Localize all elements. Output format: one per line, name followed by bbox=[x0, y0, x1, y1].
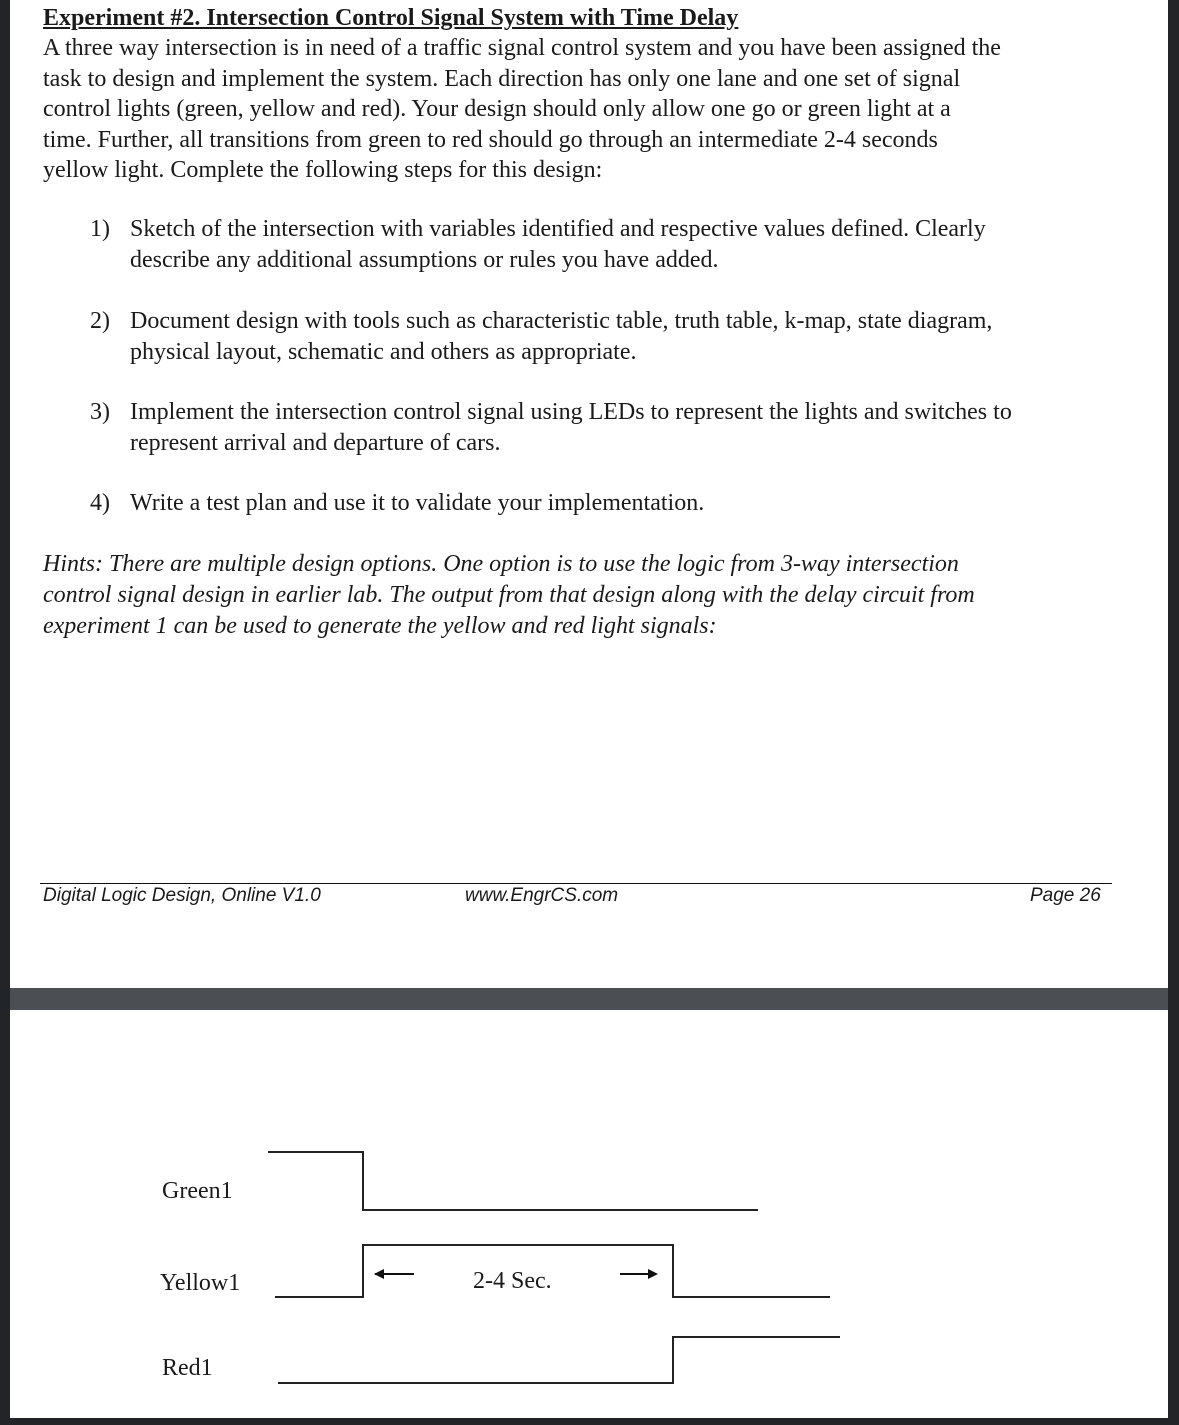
step-text-line: describe any additional assumptions or rules you have added. bbox=[130, 246, 719, 273]
signal-label-yellow1: Yellow1 bbox=[160, 1270, 241, 1296]
intro-line: A three way intersection is in need of a traffic signal control system and you have been assigned the bbox=[43, 35, 1001, 61]
red1-waveform bbox=[278, 1337, 840, 1383]
step-text-line: Document design with tools such as characteristic table, truth table, k-map, state diagram, bbox=[130, 308, 993, 334]
step-number: 3) bbox=[90, 399, 110, 425]
experiment-title: Experiment #2. Intersection Control Signal System with Time Delay bbox=[43, 5, 739, 31]
hints-line: experiment 1 can be used to generate the yellow and red light signals: bbox=[43, 613, 717, 639]
green1-waveform bbox=[268, 1152, 758, 1210]
page-separator bbox=[10, 988, 1168, 1010]
intro-line: control lights (green, yellow and red). Your design should only allow one go or green light at a bbox=[43, 96, 951, 122]
footer-course-title: Digital Logic Design, Online V1.0 bbox=[43, 885, 321, 906]
step-text-line: represent arrival and departure of cars. bbox=[130, 429, 501, 456]
hints-paragraph bbox=[43, 549, 1133, 642]
timing-diagram bbox=[10, 1010, 1168, 1418]
step-number: 4) bbox=[90, 490, 110, 516]
step-text-line: Write a test plan and use it to validate your implementation. bbox=[130, 490, 705, 516]
intro-line: time. Further, all transitions from green to red should go through an intermediate 2-4 seconds bbox=[43, 126, 938, 153]
intro-paragraph bbox=[43, 33, 1123, 186]
yellow1-waveform bbox=[275, 1245, 830, 1297]
intro-line: yellow light. Complete the following steps for this design: bbox=[43, 157, 603, 183]
hints-line: control signal design in earlier lab. The output from that design along with the delay circuit from bbox=[43, 582, 975, 608]
step-text-line: Implement the intersection control signal using LEDs to represent the lights and switches to bbox=[130, 399, 1012, 425]
step-number: 1) bbox=[90, 216, 110, 242]
delay-duration-label: 2-4 Sec. bbox=[473, 1268, 552, 1294]
footer-website: www.EngrCS.com bbox=[465, 885, 619, 906]
footer-page-number: Page 26 bbox=[1030, 885, 1101, 906]
footer-divider bbox=[40, 883, 1112, 884]
signal-label-green1: Green1 bbox=[162, 1178, 233, 1204]
intro-line: task to design and implement the system. Each direction has only one lane and one set of signal bbox=[43, 65, 961, 92]
delay-arrowhead-right bbox=[648, 1269, 658, 1279]
hints-line: Hints: There are multiple design options. One option is to use the logic from 3-way intersection bbox=[43, 551, 959, 577]
signal-label-red1: Red1 bbox=[162, 1355, 213, 1381]
delay-arrowhead-left bbox=[374, 1269, 384, 1279]
step-text-line: physical layout, schematic and others as appropriate. bbox=[130, 338, 637, 365]
document-page-26 bbox=[10, 0, 1168, 988]
step-number: 2) bbox=[90, 308, 110, 334]
document-page-27 bbox=[10, 1010, 1168, 1418]
step-text-line: Sketch of the intersection with variables identified and respective values defined. Clearly bbox=[130, 216, 986, 242]
